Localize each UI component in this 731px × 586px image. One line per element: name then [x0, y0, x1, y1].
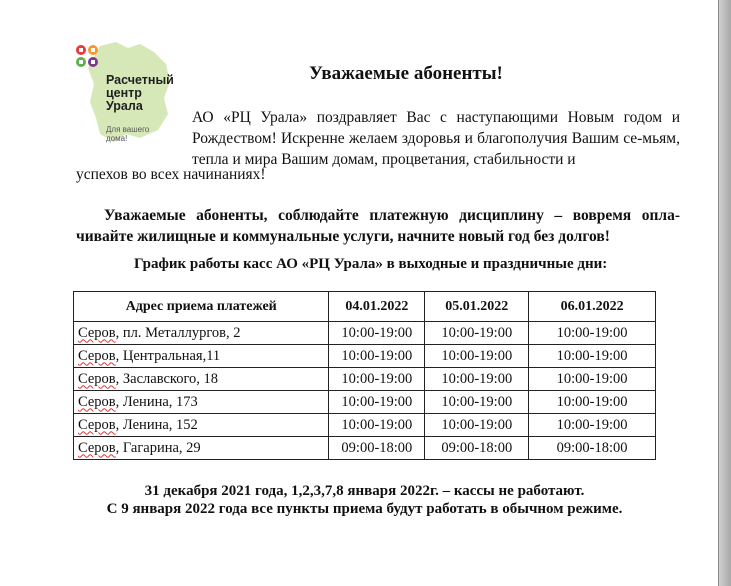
time-cell: 10:00-19:00 [425, 391, 529, 414]
time-cell: 09:00-18:00 [425, 437, 529, 460]
address-street: , Гагарина, 29 [115, 439, 201, 456]
address-city: Серов [78, 393, 116, 410]
address-street: , Центральная,11 [115, 347, 221, 364]
time-cell: 10:00-19:00 [529, 345, 656, 368]
time-cell: 10:00-19:00 [425, 345, 529, 368]
table-row [74, 322, 656, 345]
table-row [74, 414, 656, 437]
header-date-2: 05.01.2022 [425, 292, 529, 322]
address-street: , пл. Металлургов, 2 [115, 324, 241, 341]
page-title: Уважаемые абоненты! [309, 63, 503, 84]
logo-name-line1: Расчетный [106, 73, 174, 87]
address-cell [74, 368, 329, 391]
time-cell: 09:00-18:00 [529, 437, 656, 460]
address-city: Серов [78, 439, 116, 456]
address-cell [74, 345, 329, 368]
closure-notice: 31 декабря 2021 года, 1,2,3,7,8 января 2022г. – кассы не работают. [144, 483, 585, 499]
schedule-title: График работы касс АО «РЦ Урала» в выходные и праздничные дни: [134, 256, 608, 272]
address-cell [74, 437, 329, 460]
address-cell [74, 322, 329, 345]
address-city: Серов [78, 416, 116, 433]
time-cell: 10:00-19:00 [329, 368, 425, 391]
logo-tagline-line2: дома! [106, 134, 128, 143]
schedule-table [73, 291, 656, 460]
schedule-header-row [74, 292, 656, 322]
header-date-1: 04.01.2022 [329, 292, 425, 322]
table-row [74, 391, 656, 414]
normal-hours-notice: С 9 января 2022 года все пункты приема будут работать в обычном режиме. [106, 501, 623, 517]
address-cell [74, 414, 329, 437]
address-city: Серов [78, 347, 116, 364]
time-cell: 09:00-18:00 [329, 437, 425, 460]
address-street: , Ленина, 173 [115, 393, 198, 410]
logo-name-line2: центр [106, 86, 142, 100]
table-row [74, 345, 656, 368]
logo-tagline-line1: Для вашего [106, 125, 150, 134]
time-cell: 10:00-19:00 [529, 414, 656, 437]
time-cell: 10:00-19:00 [425, 368, 529, 391]
address-city: Серов [78, 370, 116, 387]
logo-name-line3: Урала [106, 99, 143, 113]
time-cell: 10:00-19:00 [425, 322, 529, 345]
time-cell: 10:00-19:00 [329, 322, 425, 345]
payment-appeal: Уважаемые абоненты, соблюдайте платежную дисциплину – вовремя опла-чивайте жилищные и коммунальные услуги, начните новый год без долгов! [76, 207, 680, 245]
time-cell: 10:00-19:00 [529, 391, 656, 414]
greeting-paragraph-end: успехов во всех начинаниях! [76, 166, 266, 183]
time-cell: 10:00-19:00 [329, 391, 425, 414]
header-address: Адрес приема платежей [74, 292, 329, 322]
logo-company-name [106, 74, 174, 113]
time-cell: 10:00-19:00 [329, 345, 425, 368]
time-cell: 10:00-19:00 [425, 414, 529, 437]
address-city: Серов [78, 324, 116, 341]
header-date-3: 06.01.2022 [529, 292, 656, 322]
address-cell [74, 391, 329, 414]
time-cell: 10:00-19:00 [529, 368, 656, 391]
table-row [74, 368, 656, 391]
logo-tagline [106, 125, 149, 143]
greeting-paragraph: АО «РЦ Урала» поздравляет Вас с наступающими Новым годом и Рождеством! Искренне желаем здоровья и благополучия Вашим се-мьям, тепла и мира Вашим домам, процветания, стабильности и [192, 109, 680, 168]
company-logo [70, 38, 180, 158]
time-cell: 10:00-19:00 [329, 414, 425, 437]
address-street: , Заславского, 18 [115, 370, 219, 387]
page-edge-shadow [719, 0, 731, 586]
address-street: , Ленина, 152 [115, 416, 198, 433]
time-cell: 10:00-19:00 [529, 322, 656, 345]
table-row [74, 437, 656, 460]
